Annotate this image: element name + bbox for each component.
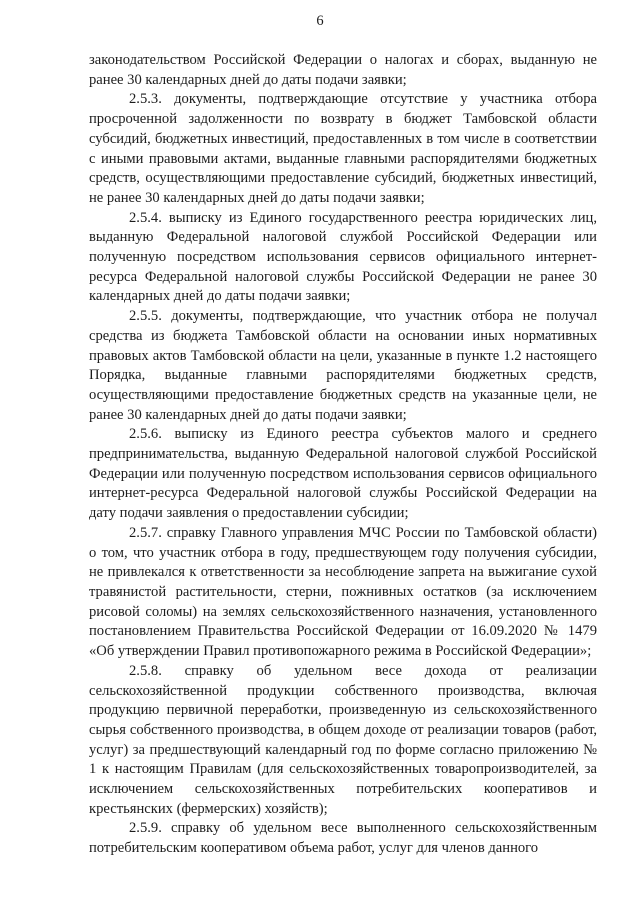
paragraph-2-5-5: 2.5.5. документы, подтверждающие, что участник отбора не получал средства из бюджета Тамбовской области на основании иных нормативных правовых актов Тамбовской области на цели, указанные в пункте 1.2 настоящего Порядка, выданные главными распорядителями бюджетных средств, осуществляющими предоставление бюджетных средств на указанные цели, не ранее 30 календарных дней до даты подачи заявки; xyxy=(89,308,597,423)
page-number: 6 xyxy=(316,13,324,29)
paragraph-2-5-6: 2.5.6. выписку из Единого реестра субъектов малого и среднего предпринимательства, выданную Федеральной налоговой службой Российской Федерации или полученную посредством использования сервисов официального интернет-ресурса Федеральной налоговой службы Российской Федерации на дату подачи заявления о предоставлении субсидии; xyxy=(89,426,597,522)
paragraph-2-5-8: 2.5.8. справку об удельном весе дохода от реализации сельскохозяйственной продукции собственного производства, включая продукцию первичной переработки, произведенную из сельскохозяйственного сырья собственного производства, в общем доходе от реализации товаров (работ, услуг) за предшествующий календарный год по форме согласно приложению № 1 к настоящим Правилам (для сельскохозяйственных товаропроизводителей, за исключением сельскохозяйственных потребительских кооперативов и крестьянских (фермерских) хозяйств); xyxy=(89,662,597,817)
paragraph-continuation: законодательством Российской Федерации о налогах и сборах, выданную не ранее 30 календарных дней до даты подачи заявки; xyxy=(89,52,597,88)
paragraph-2-5-9: 2.5.9. справку об удельном весе выполненного сельскохозяйственным потребительским кооперативом объема работ, услуг для членов данного xyxy=(89,820,597,857)
paragraph-2-5-4: 2.5.4. выписку из Единого государственного реестра юридических лиц, выданную Федеральной налоговой службой Российской Федерации или полученную посредством использования сервисов официального интернет-ресурса Федеральной налоговой службы Российской Федерации не ранее 30 календарных дней до даты подачи заявки; xyxy=(89,209,597,305)
document-body xyxy=(89,51,597,859)
paragraph-2-5-7: 2.5.7. справку Главного управления МЧС России по Тамбовской области) о том, что участник отбора в году, предшествующем году получения субсидии, не привлекался к ответственности за несоблюдение запрета на выжигание сухой травянистой растительности, стерни, пожнивных остатков (за исключением рисовой соломы) на землях сельскохозяйственного назначения, установленного постановлением Правительства Российской Федерации от 16.09.2020 № 1479 «Об утверждении Правил противопожарного режима в Российской Федерации»; xyxy=(89,524,597,660)
paragraph-2-5-3: 2.5.3. документы, подтверждающие отсутствие у участника отбора просроченной задолженности по возврату в бюджет Тамбовской области субсидий, бюджетных инвестиций, предоставленных в том числе в соответствии с иными правовыми актами, выданные главными распорядителями бюджетных средств, осуществляющими предоставление субсидий, бюджетных инвестиций, не ранее 30 календарных дней до даты подачи заявки; xyxy=(89,91,597,206)
